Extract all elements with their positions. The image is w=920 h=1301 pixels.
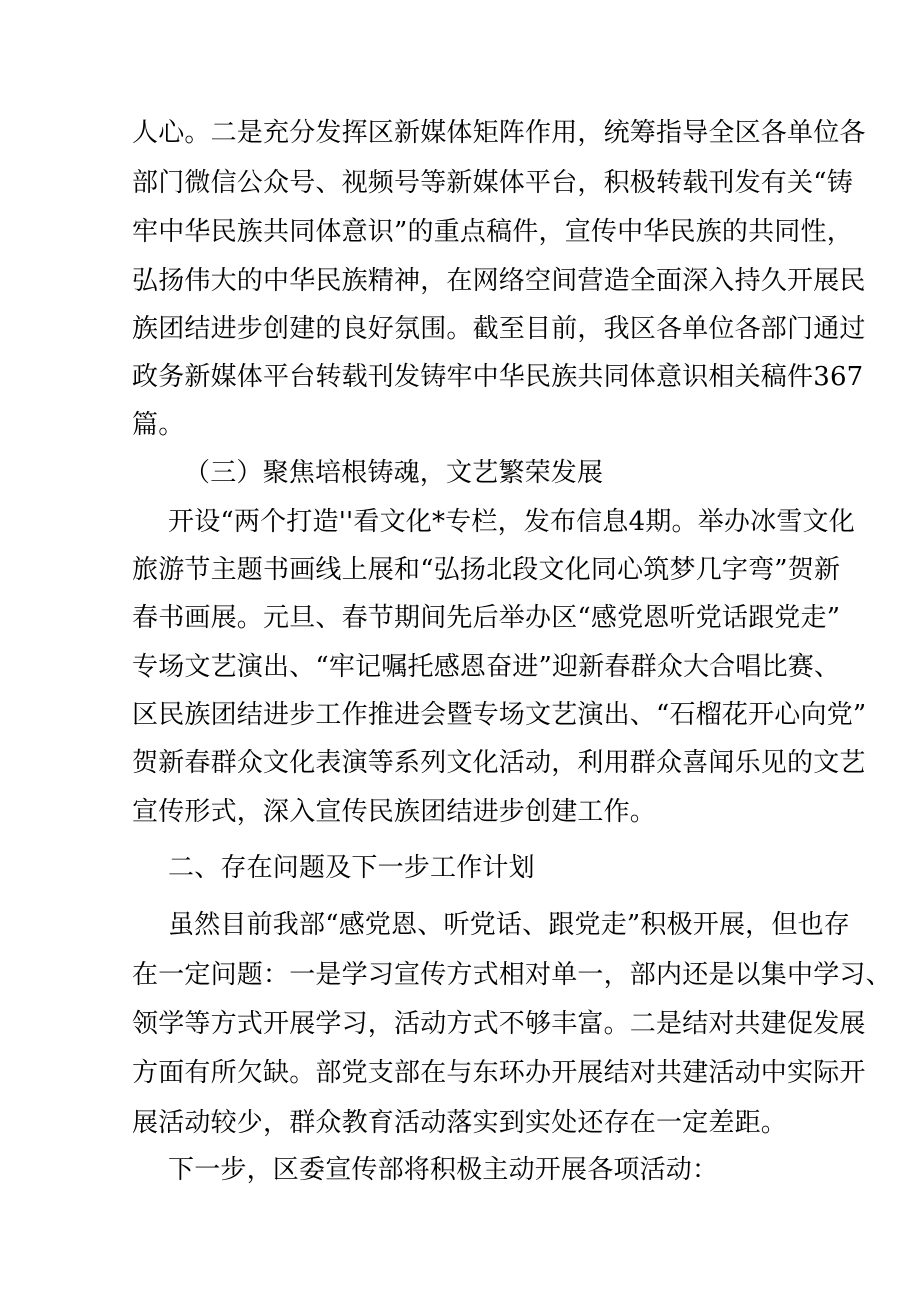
body-text-line: 政务新媒体平台转载刊发铸牢中华民族共同体意识相关稿件367	[132, 362, 864, 392]
body-text-line: 部门微信公众号、视频号等新媒体平台，积极转载刊发有关“铸	[132, 168, 853, 198]
body-text-line: 春书画展。元旦、春节期间先后举办区“感党恩听党话跟党走”	[132, 603, 841, 633]
body-text-line: 展活动较少，群众教育活动落实到实处还存在一定差距。	[132, 1108, 788, 1138]
body-text-line: 族团结进步创建的良好氛围。截至目前，我区各单位各部门通过	[132, 314, 866, 344]
body-text-line: 专场文艺演出、“牢记嘱托感恩奋进”迎新春群众大合唱比赛、	[132, 652, 841, 682]
body-text-line: 方面有所欠缺。部党支部在与东环办开展结对共建活动中实际开	[132, 1058, 866, 1088]
paragraph-first-line: 开设“两个打造''看文化*专栏，发布信息4期。举办冰雪文化	[168, 507, 855, 537]
section-heading: （三）聚焦培根铸魂，文艺繁荣发展	[184, 458, 604, 488]
body-text-line: 在一定问题：一是学习宣传方式相对单一，部内还是以集中学习、	[132, 960, 892, 990]
body-text-line: 牢中华民族共同体意识”的重点稿件，宣传中华民族的共同性，	[132, 217, 853, 247]
body-text-line: 宣传形式，深入宣传民族团结进步创建工作。	[132, 797, 657, 827]
body-text-line: 人心。二是充分发挥区新媒体矩阵作用，统筹指导全区各单位各	[132, 118, 866, 148]
body-text-line: 弘扬伟大的中华民族精神，在网络空间营造全面深入持久开展民	[132, 266, 866, 296]
body-text-line: 领学等方式开展学习，活动方式不够丰富。二是结对共建促发展	[132, 1009, 866, 1039]
body-text-line: 篇。	[132, 410, 185, 440]
body-text-line: 贺新春群众文化表演等系列文化活动，利用群众喜闻乐见的文艺	[132, 748, 866, 778]
chapter-heading: 二、存在问题及下一步工作计划	[168, 853, 535, 883]
body-text-line: 区民族团结进步工作推进会暨专场文艺演出、“石榴花开心向党”	[132, 700, 867, 730]
body-text-line: 旅游节主题书画线上展和“弘扬北段文化同心筑梦几字弯”贺新	[132, 555, 841, 585]
paragraph-first-line: 虽然目前我部“感党恩、听党话、跟党走”积极开展，但也存	[168, 910, 850, 940]
paragraph-first-line: 下一步，区委宣传部将积极主动开展各项活动：	[168, 1155, 719, 1185]
